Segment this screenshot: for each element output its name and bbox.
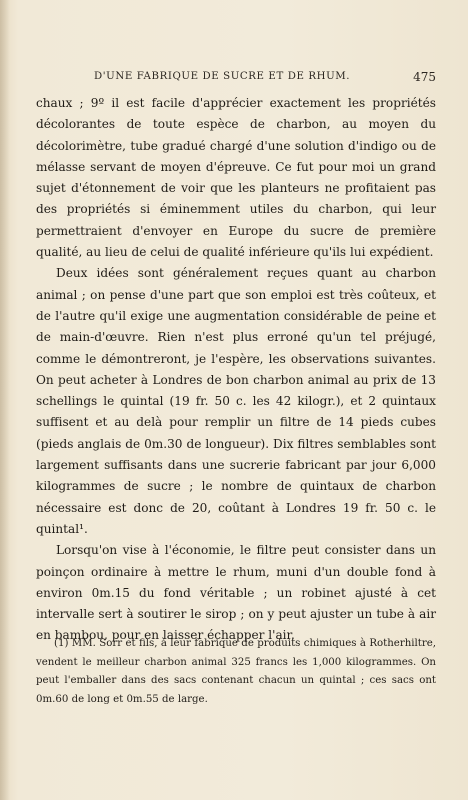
page-header [36,70,436,88]
page-number: 475 [413,70,436,84]
paragraph-3: Lorsqu'on vise à l'économie, le filtre peut consister dans un poinçon ordinaire à mettre le rhum, muni d'un double fond à environ 0m.15 du fond véritable ; un robinet ajusté à cet intervalle sert à soutirer le sirop ; on y peut ajuster un tube à air en bambou, pour en laisser échapper l'air. [36,543,436,643]
paragraph-1: chaux ; 9º il est facile d'apprécier exactement les propriétés décolorantes de toute espèce de charbon, au moyen du décolorimètre, tube gradué chargé d'une solution d'indigo ou de mélasse servant de moyen d'épreuve. Ce fut pour moi un grand sujet d'étonnement de voir que les planteurs ne profitaient pas des propriétés si éminemment utiles du charbon, qui leur permettraient d'envoyer en Europe du sucre de première qualité, au lieu de celui de qualité inférieure qu'ils lui expédient. [36,96,436,260]
main-text [36,93,436,647]
running-head: D'UNE FABRIQUE DE SUCRE ET DE RHUM. [94,71,351,82]
footnote: (1) MM. Sorr et fils, à leur fabrique de produits chimiques à Rotherhiltre, vendent le meilleur charbon animal 325 francs les 1,000 kilogrammes. On peut l'emballer dans des sacs contenant chacun un quintal ; ces sacs ont 0m.60 de long et 0m.55 de large. [36,638,436,705]
gutter-shadow [0,0,10,800]
paragraph-2: Deux idées sont généralement reçues quant au charbon animal ; on pense d'une part que son emploi est très coûteux, et de l'autre qu'il exige une augmentation considérable de peine et de main-d'œuvre. Rien n'est plus erroné qu'un tel préjugé, comme le démontreront, je l'espère, les observations suivantes. On peut acheter à Londres de bon charbon animal au prix de 13 schellings le quintal (19 fr. 50 c. les 42 kilogr.), et 2 quintaux suffisent et au delà pour remplir un filtre de 14 pieds cubes (pieds anglais de 0m.30 de longueur). Dix filtres semblables sont largement suffisants dans une sucrerie fabricant par jour 6,000 kilogrammes de sucre ; le nombre de quintaux de charbon nécessaire est donc de 20, coûtant à Londres 19 fr. 50 c. le quintal¹. [36,266,436,536]
